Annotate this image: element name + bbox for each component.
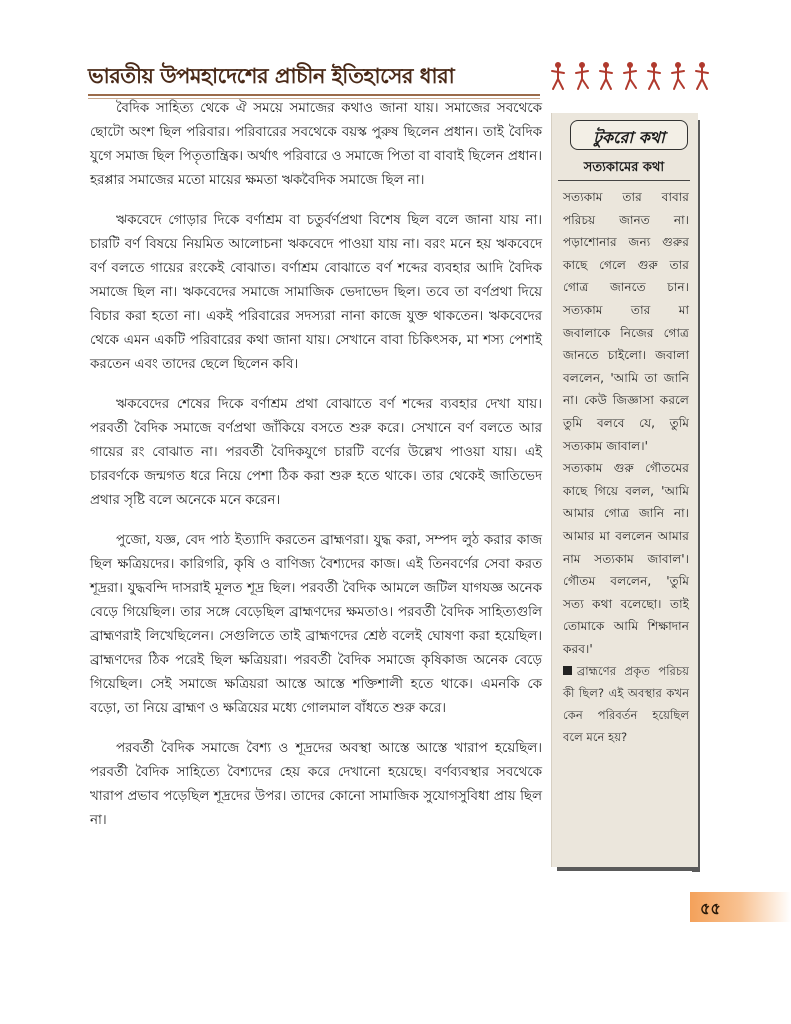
- page-number: ৫৫: [700, 899, 721, 918]
- sidebar-story: [563, 186, 689, 748]
- sidebar-subheading: সত্যকামের কথা: [583, 160, 665, 175]
- paragraph: বৈদিক সাহিত্য থেকে ঐ সময়ে সমাজের কথাও জানা যায়। সমাজের সবথেকে ছোটো অংশ ছিল পরিবার। পরিবারের সবথেকে বয়স্ক পুরুষ ছিলেন প্রধান। তাই বৈদিক যুগে সমাজ ছিল পিতৃতান্ত্রিক। অর্থাৎ পরিবারে ও সমাজে পিতা বা বাবাই ছিলেন প্রধান। হরপ্পার সমাজের মতো মায়ের ক্ষমতা ঋকবৈদিক সমাজে ছিল না।: [90, 101, 542, 188]
- sidebar-heading-box: [570, 120, 688, 150]
- paragraph: ঋকবেদের শেষের দিকে বর্ণাশ্রম প্রথা বোঝাতে বর্ণ শব্দের ব্যবহার দেখা যায়। পরবর্তী বৈদিক সমাজে বর্ণপ্রথা জাঁকিয়ে বসতে শুরু করে। সেখানে বর্ণ বলতে আর গায়ের রং বোঝাত না। পরবর্তী বৈদিকযুগে চারটি বর্ণের উল্লেখ পাওয়া যায়। এই চারবর্ণকে জন্মগত ধরে নিয়ে পেশা ঠিক করা শুরু হতে থাকে। তার থেকেই জাতিভেদ প্রথার সৃষ্টি বলে অনেকে মনে করেন।: [90, 397, 542, 508]
- paragraph: পরবর্তী বৈদিক সমাজে বৈশ্য ও শূদ্রদের অবস্থা আস্তে আস্তে খারাপ হয়েছিল। পরবর্তী বৈদিক সাহিত্যে বৈশ্যদের হেয় করে দেখানো হয়েছে। বর্ণব্যবস্থার সবথেকে খারাপ প্রভাব পড়েছিল শূদ্রদের উপর। তাদের কোনো সামাজিক সুযোগসুবিধা প্রায় ছিল না।: [90, 741, 542, 828]
- sidebar-heading: টুকরো কথা: [593, 128, 665, 147]
- paragraph: ঋকবেদে গোড়ার দিকে বর্ণাশ্রম বা চতুর্বর্ণপ্রথা বিশেষ ছিল বলে জানা যায় না। চারটি বর্ণ বিষয়ে নিয়মিত আলোচনা ঋকবেদে পাওয়া যায় না। বরং মনে হয় ঋকবেদে বর্ণ বলতে গায়ের রংকেই বোঝাত। বর্ণাশ্রম বোঝাতে বর্ণ শব্দের ব্যবহার আদি বৈদিক সমাজে ছিল না। ঋকবেদের সমাজে সামাজিক ভেদাভেদ ছিল। তবে তা বর্ণপ্রথা দিয়ে বিচার করা হতো না। একই পরিবারের সদস্যরা নানা কাজে যুক্ত থাকতেন। ঋকবেদের থেকে এমন একটি পরিবারের কথা জানা যায়। সেখানে বাবা চিকিৎসক, মা শস্য পেশাই করতেন এবং তাদের ছেলে ছিলেন কবি।: [90, 213, 542, 372]
- square-bullet-icon: [563, 666, 572, 675]
- question-text: ব্রাহ্মণের প্রকৃত পরিচয় কী ছিল? এই অবস্থার কখন কেন পরিবর্তন হয়েছিল বলে মনে হয়?: [563, 664, 689, 745]
- header-rule: [88, 94, 540, 96]
- story-paragraph: সত্যকাম গুরু গৌতমের কাছে গিয়ে বলল, 'আমি আমার গোত্র জানি না। আমার মা বললেন আমার নাম সত্যকাম জাবাল'। গৌতম বললেন, 'তুমি সত্য কথা বলেছো। তাই তোমাকে আমি শিক্ষাদান করব।': [563, 461, 689, 656]
- paragraph: পুজো, যজ্ঞ, বেদ পাঠ ইত্যাদি করতেন ব্রাহ্মণরা। যুদ্ধ করা, সম্পদ লুঠ করার কাজ ছিল ক্ষত্রিয়দের। কারিগরি, কৃষি ও বাণিজ্য বৈশ্যদের কাজ। এই তিনবর্ণের সেবা করত শূদ্ররা। যুদ্ধবন্দি দাসরাই মূলত শূদ্র ছিল। পরবর্তী বৈদিক আমলে জটিল যাগযজ্ঞ অনেক বেড়ে গিয়েছিল। তার সঙ্গে বেড়েছিল ব্রাহ্মণদের ক্ষমতাও। পরবর্তী বৈদিক সাহিত্যগুলি ব্রাহ্মণরাই লিখেছিলেন। সেগুলিতে তাই ব্রাহ্মণদের শ্রেষ্ঠ বলেই ঘোষণা করা হয়েছিল। ব্রাহ্মণদের ঠিক পরেই ছিল ক্ষত্রিয়রা। পরবর্তী বৈদিক সমাজে কৃষিকাজ অনেক বেড়ে গিয়েছিল। সেই সমাজে ক্ষত্রিয়রা আস্তে আস্তে শক্তিশালী হতে থাকে। এমনকি কে বড়ো, তা নিয়ে ব্রাহ্মণ ও ক্ষত্রিয়ের মধ্যে গোলমাল বাঁধতে শুরু করে।: [90, 533, 542, 716]
- sidebar-subheading-rule: [558, 180, 690, 181]
- main-text-column: [90, 97, 542, 849]
- story-paragraph: সত্যকাম তার বাবার পরিচয় জানত না। পড়াশোনার জন্য গুরুর কাছে গেলে গুরু তার গোত্র জানতে চান। সত্যকাম তার মা জবালাকে নিজের গোত্র জানতে চাইলো। জবালা বললেন, 'আমি তা জানি না। কেউ জিজ্ঞাসা করলে তুমি বলবে যে, তুমি সত্যকাম জাবাল।': [563, 190, 689, 453]
- sidebar-question: [563, 660, 689, 748]
- running-title: ভারতীয় উপমহাদেশের প্রাচীন ইতিহাসের ধারা: [88, 63, 455, 88]
- dancing-figures-decoration: [544, 60, 728, 92]
